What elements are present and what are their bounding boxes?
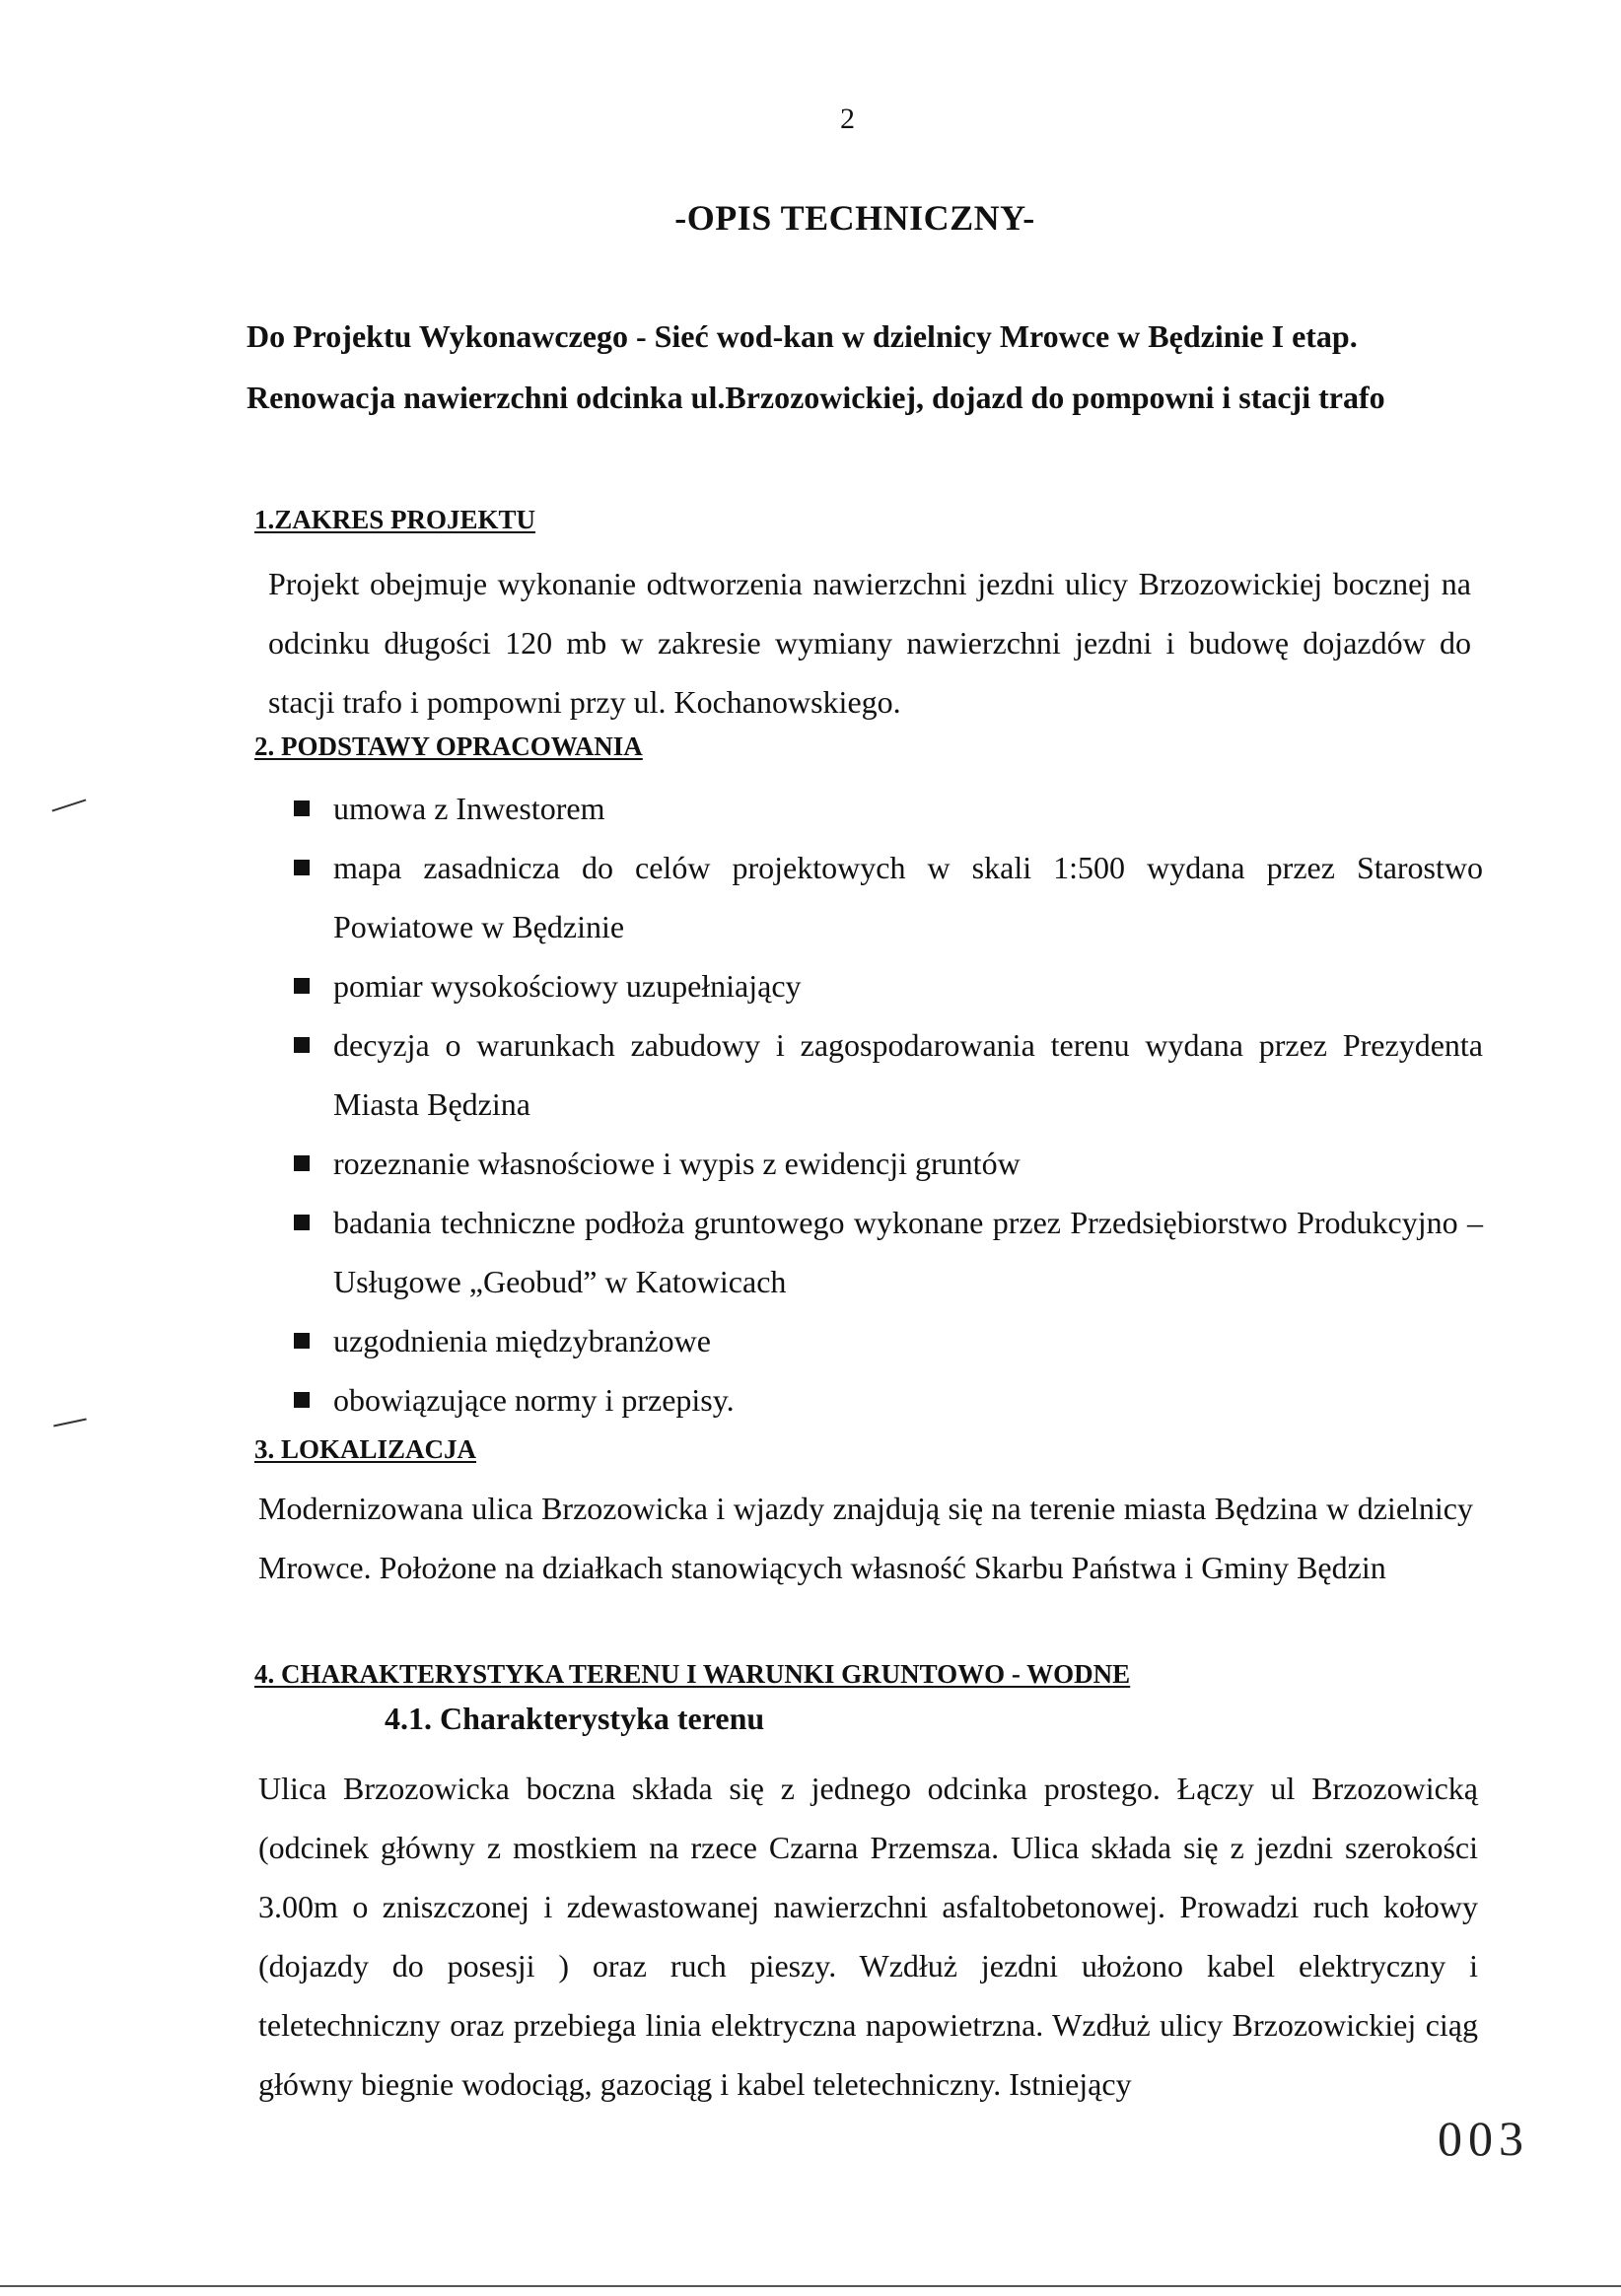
square-bullet-icon: [294, 800, 310, 816]
list-item: pomiar wysokościowy uzupełniający: [290, 956, 1483, 1015]
scan-edge-line: [0, 2285, 1621, 2287]
list-item: umowa z Inwestorem: [290, 779, 1483, 838]
project-subtitle-line-2: Renowacja nawierzchni odcinka ul.Brzozowickiej, dojazd do pompowni i stacji trafo: [247, 380, 1385, 415]
square-bullet-icon: [294, 978, 310, 994]
section-heading-podstawy: 2. PODSTAWY OPRACOWANIA: [254, 731, 643, 761]
podstawy-list: [290, 779, 1483, 1429]
list-item: mapa zasadnicza do celów projektowych w skali 1:500 wydana przez Starostwo Powiatowe w Będzinie: [290, 838, 1483, 956]
square-bullet-icon: [294, 1333, 310, 1349]
margin-pen-mark: [53, 1418, 87, 1426]
list-item: rozeznanie własnościowe i wypis z ewidencji gruntów: [290, 1134, 1483, 1193]
list-item: obowiązujące normy i przepisy.: [290, 1370, 1483, 1429]
subsection-heading-charakterystyka-terenu: 4.1. Charakterystyka terenu: [385, 1701, 765, 1736]
list-item: decyzja o warunkach zabudowy i zagospodarowania terenu wydana przez Prezydenta Miasta Będzina: [290, 1015, 1483, 1134]
project-subtitle-line-1: Do Projektu Wykonawczego - Sieć wod-kan w dzielnicy Mrowce w Będzinie I etap.: [247, 318, 1358, 354]
section-heading-zakres: 1.ZAKRES PROJEKTU: [254, 505, 536, 534]
section-heading-lokalizacja: 3. LOKALIZACJA: [254, 1434, 477, 1464]
section-text-zakres: Projekt obejmuje wykonanie odtworzenia nawierzchni jezdni ulicy Brzozowickiej bocznej na odcinku długości 120 mb w zakresie wymiany nawierzchni jezdni i budowę dojazdów do stacji trafo i pompowni przy ul. Kochanowskiego.: [268, 566, 1471, 720]
section-heading-charakterystyka: 4. CHARAKTERYSTYKA TERENU I WARUNKI GRUNTOWO - WODNE: [254, 1659, 1131, 1689]
square-bullet-icon: [294, 1215, 310, 1230]
document-title: -OPIS TECHNICZNY-: [674, 198, 1035, 238]
square-bullet-icon: [294, 1392, 310, 1408]
square-bullet-icon: [294, 860, 310, 875]
square-bullet-icon: [294, 1037, 310, 1053]
list-item: badania techniczne podłoża gruntowego wykonane przez Przedsiębiorstwo Produkcyjno – Usługowe „Geobud” w Katowicach: [290, 1193, 1483, 1311]
square-bullet-icon: [294, 1155, 310, 1171]
subsection-text-charakterystyka-terenu: Ulica Brzozowicka boczna składa się z jednego odcinka prostego. Łączy ul Brzozowicką (odcinek główny z mostkiem na rzece Czarna Przemsza. Ulica składa się z jezdni szerokości 3.00m o zniszczonej i zdewastowanej nawierzchni asfaltobetonowej. Prowadzi ruch kołowy (dojazdy do posesji ) oraz ruch pieszy. Wzdłuż jezdni ułożono kabel elektryczny i teletechniczny oraz przebiega linia elektryczna napowietrzna. Wzdłuż ulicy Brzozowickiej ciąg główny biegnie wodociąg, gazociąg i kabel teletechniczny. Istniejący: [258, 1771, 1478, 2102]
margin-pen-mark: [52, 799, 87, 811]
list-item: uzgodnienia międzybranżowe: [290, 1311, 1483, 1370]
page-number: 2: [840, 103, 855, 135]
section-text-lokalizacja: Modernizowana ulica Brzozowicka i wjazdy znajdują się na terenie miasta Będzina w dzielnicy Mrowce. Położone na działkach stanowiących własność Skarbu Państwa i Gminy Będzin: [258, 1491, 1473, 1585]
sheet-stamp-number: 003: [1438, 2111, 1529, 2166]
